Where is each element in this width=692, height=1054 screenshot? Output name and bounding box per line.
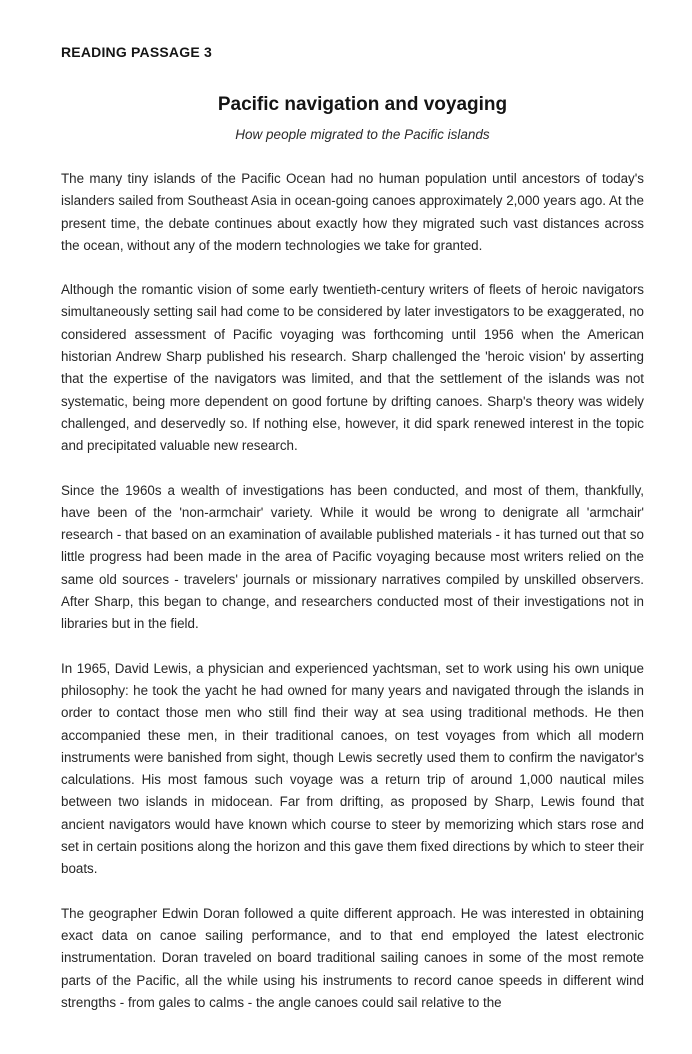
paragraph-1: The many tiny islands of the Pacific Ocean had no human population until ancestors of today's islanders sailed from Southeast Asia in ocean-going canoes approximately 2,000 years ago. At the present time, the debate continues about exactly how they migrated such vast distances across the ocean, without any of the modern technologies we take for granted. <box>61 171 644 253</box>
section-label: READING PASSAGE 3 <box>61 44 212 60</box>
article-title: Pacific navigation and voyaging <box>217 94 508 115</box>
paragraph-2: Although the romantic vision of some early twentieth-century writers of fleets of heroic navigators simultaneously setting sail had come to be considered by later investigators to be exaggerated, no considered assessment of Pacific voyaging was forthcoming until 1956 when the American historian Andrew Sharp published his research. Sharp challenged the 'heroic vision' by asserting that the expertise of the navigators was limited, and that the settlement of the islands was not systematic, being more dependent on good fortune by drifting canoes. Sharp's theory was widely challenged, and deservedly so. If nothing else, however, it did spark renewed interest in the topic and precipitated valuable new research. <box>61 282 644 454</box>
article-subtitle: How people migrated to the Pacific islands <box>235 127 490 142</box>
paragraph-5: The geographer Edwin Doran followed a quite different approach. He was interested in obtaining exact data on canoe sailing performance, and to that end employed the latest electronic instrumentation. Doran traveled on board traditional sailing canoes in some of the most remote parts of the Pacific, all the while using his instruments to record canoe speeds in different wind strengths - from gales to calms - the angle canoes could sail relative to the <box>61 905 644 1010</box>
article-body <box>61 168 644 1014</box>
paragraph-3: Since the 1960s a wealth of investigations has been conducted, and most of them, thankfully, have been of the 'non-armchair' variety. While it would be wrong to denigrate all 'armchair' research - that based on an examination of available published materials - it has turned out that so little progress had been made in the area of Pacific voyaging because most writers relied on the same old sources - travelers' journals or missionary narratives compiled by unskilled observers. After Sharp, this began to change, and researchers conducted most of their investigations not in libraries but in the field. <box>61 482 644 632</box>
paragraph-4: In 1965, David Lewis, a physician and experienced yachtsman, set to work using his own unique philosophy: he took the yacht he had owned for many years and navigated through the islands in order to contact those men who still find their way at sea using traditional methods. He then accompanied these men, in their traditional canoes, on test voyages from which all modern instruments were banished from sight, though Lewis secretly used them to confirm the navigator's calculations. His most famous such voyage was a return trip of around 1,000 nautical miles between two islands in midocean. Far from drifting, as proposed by Sharp, Lewis found that ancient navigators would have known which course to steer by memorizing which stars rose and set in certain positions along the horizon and this gave them fixed directions by which to steer their boats. <box>61 660 644 877</box>
